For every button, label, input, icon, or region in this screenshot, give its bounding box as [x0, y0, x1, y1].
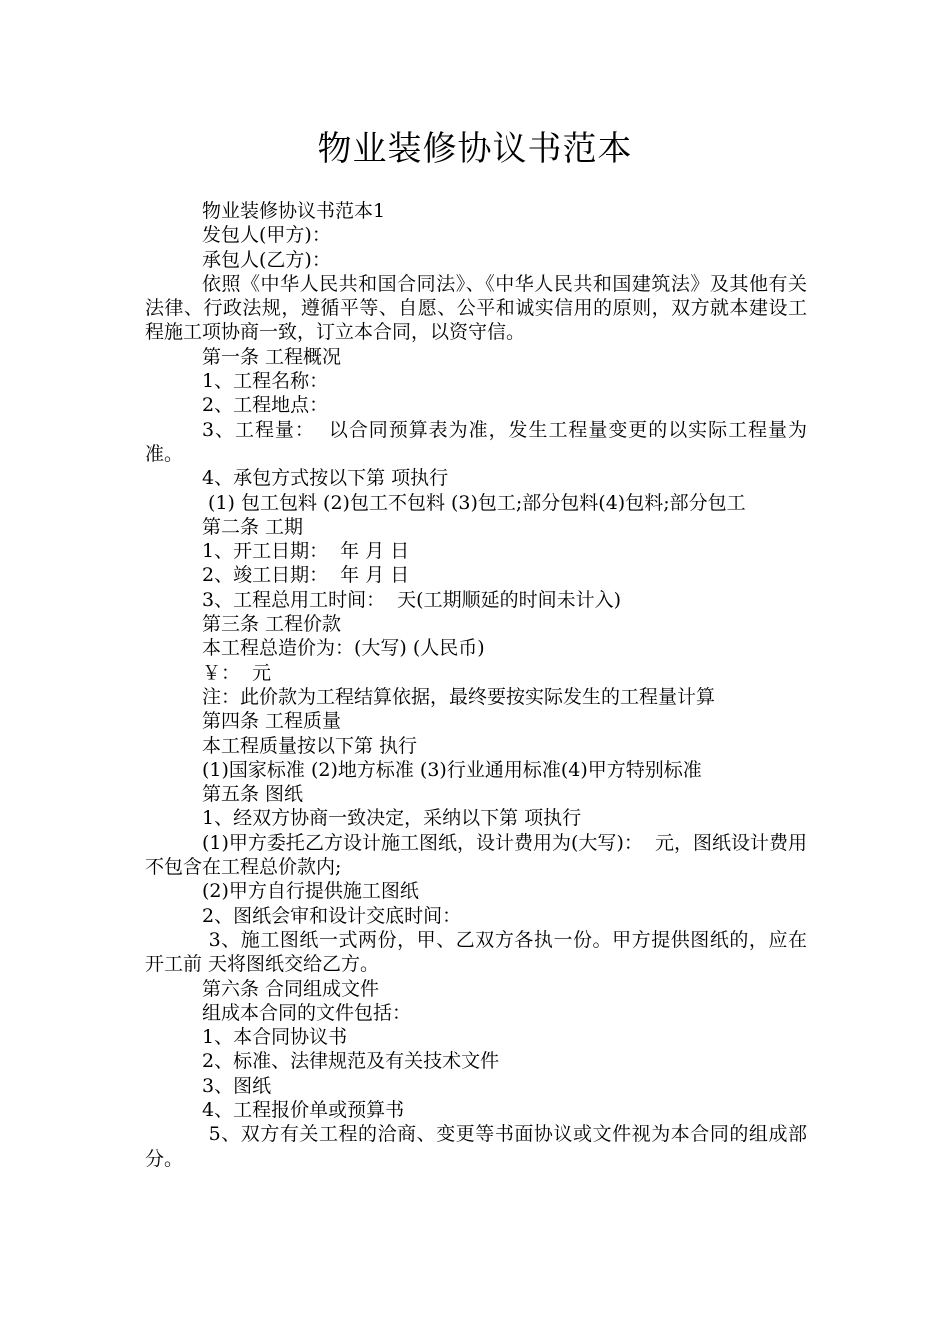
- paragraph-document-3: 3、图纸: [202, 1074, 272, 1097]
- paragraph-document-2: 2、标准、法律规范及有关技术文件: [202, 1050, 500, 1073]
- article-6-heading: 第六条 合同组成文件: [202, 977, 380, 1000]
- paragraph-quality: 本工程质量按以下第 执行: [202, 734, 418, 757]
- paragraph-project-name: 1、工程名称：: [202, 370, 329, 393]
- paragraph-drawings-copies: 3、施工图纸一式两份，甲、乙双方各执一份。甲方提供图纸的，应在开工前 天将图纸交给乙方。: [145, 928, 807, 976]
- paragraph-contract-method: 4、承包方式按以下第 项执行: [202, 467, 449, 490]
- paragraph-quantity: 3、工程量： 以合同预算表为准，发生工程量变更的以实际工程量为准。: [145, 418, 807, 465]
- article-4-heading: 第四条 工程质量: [202, 710, 342, 733]
- paragraph-drawings-option-2: (2)甲方自行提供施工图纸: [202, 880, 419, 903]
- paragraph-preamble: 依照《中华人民共和国合同法》、《中华人民共和国建筑法》及其他有关法律、行政法规，遵循平等、自愿、公平和诚实信用的原则，双方就本建设工程施工项协商一致，订立本合同，以资守信。: [145, 272, 807, 344]
- article-3-heading: 第三条 工程价款: [202, 613, 342, 636]
- paragraph-quality-options: (1)国家标准 (2)地方标准 (3)行业通用标准(4)甲方特别标准: [202, 758, 702, 781]
- paragraph-party-b: 承包人(乙方)：: [202, 248, 331, 271]
- paragraph-documents-intro: 组成本合同的文件包括：: [202, 1001, 412, 1024]
- paragraph-contract-options: (1) 包工包料 (2)包工不包料 (3)包工;部分包料(4)包料;部分包工: [202, 491, 746, 514]
- article-1-heading: 第一条 工程概况: [202, 345, 342, 368]
- paragraph-heading: 物业装修协议书范本1: [202, 200, 386, 222]
- paragraph-document-1: 1、本合同协议书: [202, 1026, 348, 1049]
- paragraph-total-price: 本工程总造价为：(大写) (人民币): [202, 637, 485, 660]
- paragraph-total-time: 3、工程总用工时间： 天(工期顺延的时间未计入): [202, 588, 621, 611]
- article-2-heading: 第二条 工期: [202, 515, 304, 538]
- paragraph-price-note: 注：此价款为工程结算依据，最终要按实际发生的工程量计算: [202, 685, 716, 708]
- article-5-heading: 第五条 图纸: [202, 783, 304, 806]
- document-body: [145, 199, 807, 1171]
- paragraph-drawings-review: 2、图纸会审和设计交底时间：: [202, 904, 462, 927]
- paragraph-completion-date: 2、竣工日期： 年 月 日: [202, 564, 410, 587]
- paragraph-start-date: 1、开工日期： 年 月 日: [202, 540, 410, 563]
- paragraph-document-4: 4、工程报价单或预算书: [202, 1098, 405, 1121]
- paragraph-drawings-option-1: (1)甲方委托乙方设计施工图纸，设计费用为(大写)： 元，图纸设计费用不包含在工程总价款内;: [145, 831, 807, 879]
- paragraph-party-a: 发包人(甲方)：: [202, 224, 331, 247]
- paragraph-project-location: 2、工程地点：: [202, 394, 329, 417]
- paragraph-yuan: ￥： 元: [202, 661, 272, 684]
- document-title: 物业装修协议书范本: [317, 129, 633, 169]
- paragraph-drawings-decision: 1、经双方协商一致决定，采纳以下第 项执行: [202, 807, 582, 830]
- paragraph-document-5: 5、双方有关工程的洽商、变更等书面协议或文件视为本合同的组成部分。: [145, 1123, 807, 1170]
